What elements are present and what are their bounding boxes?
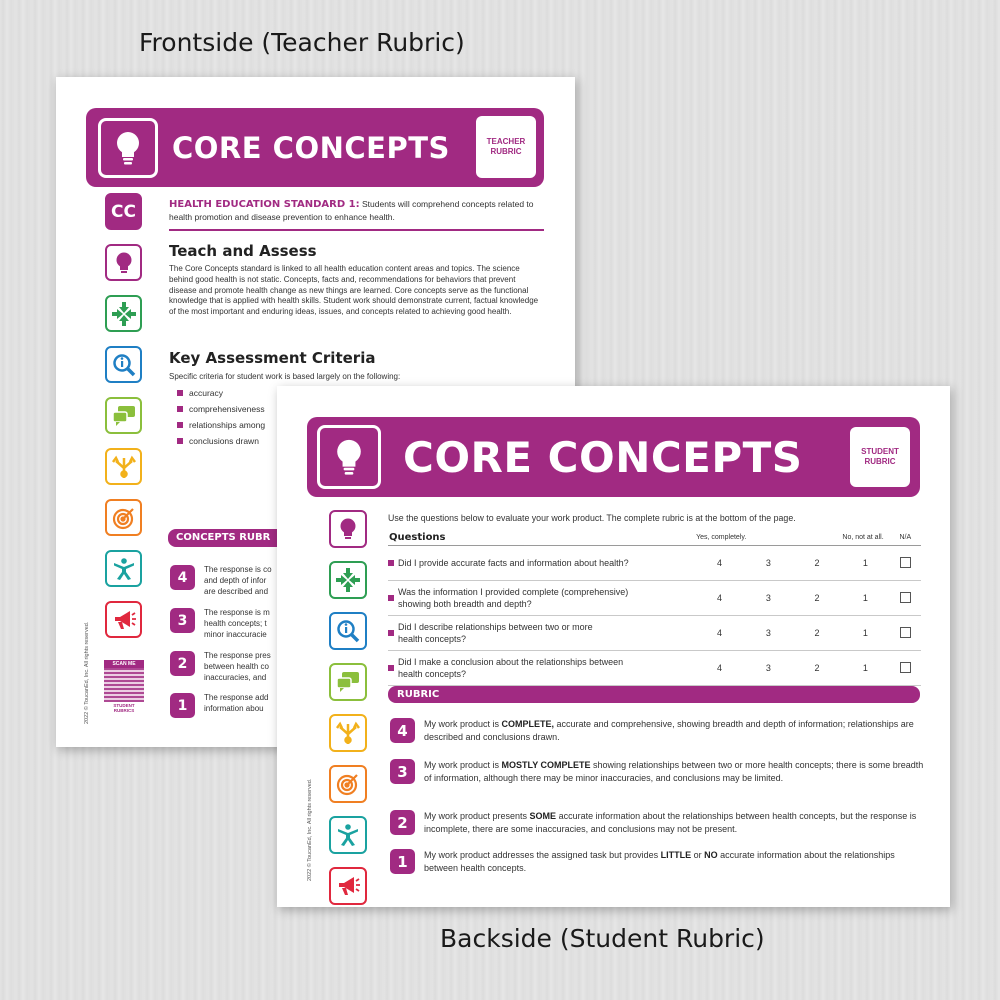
cc-badge: CC xyxy=(105,193,142,230)
back-caption: Backside (Student Rubric) xyxy=(440,924,765,953)
score-option[interactable]: 4 xyxy=(695,546,744,581)
student-rubric-tag: STUDENT RUBRIC xyxy=(850,427,910,487)
question-text: Did I make a conclusion about the relationships between health concepts? xyxy=(388,651,695,686)
target-icon xyxy=(105,499,142,536)
lightbulb-icon xyxy=(317,425,381,489)
lightbulb-icon xyxy=(329,510,367,548)
decision-arrows-icon xyxy=(105,448,142,485)
teacher-rubric-tag: TEACHER RUBRIC xyxy=(476,116,536,178)
rubric-text: The response is m health concepts; t minor inaccuracie xyxy=(204,608,270,639)
list-item: relationships among xyxy=(177,420,265,430)
score-option[interactable]: 3 xyxy=(744,651,793,686)
person-stretch-icon xyxy=(105,550,142,587)
standard-text: Students will comprehend concepts related to health promotion and disease prevention to enhance health. xyxy=(169,199,534,222)
megaphone-icon xyxy=(329,867,367,905)
qr-label: SCAN ME xyxy=(104,660,144,668)
lightbulb-icon xyxy=(98,118,158,178)
chat-bubbles-icon xyxy=(105,397,142,434)
score-option[interactable]: 1 xyxy=(841,581,889,616)
student-rubric-sheet xyxy=(277,386,950,907)
score-badge: 1 xyxy=(390,849,415,874)
arrows-in-icon xyxy=(329,561,367,599)
score-option[interactable]: 3 xyxy=(744,546,793,581)
na-checkbox[interactable] xyxy=(900,627,911,638)
rubric-text: My work product is COMPLETE, accurate and comprehensive, showing breadth and depth of information; relationships are described and conclusions drawn. xyxy=(424,719,914,743)
front-banner xyxy=(86,108,544,187)
front-copyright: 2022 © ToucanEd, Inc. All rights reserved. xyxy=(84,621,90,724)
megaphone-icon xyxy=(105,601,142,638)
chat-bubbles-icon xyxy=(329,663,367,701)
qr-sub-label: STUDENT RUBRICS xyxy=(113,703,135,713)
rubric-text: The response pres between health co inaccuracies, and xyxy=(204,651,271,682)
teach-text: The Core Concepts standard is linked to all health education content areas and topics. The science behind good health is not static. Concepts, facts and, recommendations for behaviors that prevent disease and promote health change as new things are learned. Core concepts serve as the functional knowledge that is applied with health skills. Student work should demonstrate current, factual knowledge of the most important and enduring ideas, issues, and concepts related to achieving good health. xyxy=(169,264,539,317)
score-option[interactable]: 1 xyxy=(841,651,889,686)
back-icon-column xyxy=(329,510,367,905)
score-option[interactable]: 4 xyxy=(695,581,744,616)
teach-heading: Teach and Assess xyxy=(169,242,317,260)
key-text: Specific criteria for student work is based largely on the following: xyxy=(169,372,401,381)
list-item: accuracy xyxy=(177,388,265,398)
rubric-text: My work product presents SOME accurate information about the relationships between health concepts, but the response is incomplete, there are some inaccuracies, and conclusions may not be present. xyxy=(424,811,917,835)
target-icon xyxy=(329,765,367,803)
question-text: Did I describe relationships between two or more health concepts? xyxy=(388,616,695,651)
table-row xyxy=(388,546,921,581)
magnifier-info-icon xyxy=(329,612,367,650)
score-badge: 4 xyxy=(390,718,415,743)
standard-label: HEALTH EDUCATION STANDARD 1: xyxy=(169,199,360,210)
arrows-in-icon xyxy=(105,295,142,332)
rubric-row xyxy=(390,759,924,785)
score-option[interactable]: 3 xyxy=(744,616,793,651)
rubric-heading: RUBRIC xyxy=(388,686,920,703)
lightbulb-icon xyxy=(105,244,142,281)
question-text: Was the information I provided complete (comprehensive) showing both breadth and depth? xyxy=(388,581,695,616)
table-row xyxy=(388,616,921,651)
rubric-text: The response add information abou xyxy=(204,693,269,713)
rubric-row xyxy=(390,718,924,744)
rubric-text: My work product is MOSTLY COMPLETE showing relationships between two or more health concepts; there is some breadth of information, although there may be minor inaccuracies, and conclusions may be limited. xyxy=(424,760,924,784)
score-badge: 3 xyxy=(170,608,195,633)
table-row xyxy=(388,651,921,686)
scale-high-label: Yes, completely. xyxy=(695,531,793,546)
magnifier-info-icon xyxy=(105,346,142,383)
back-title: CORE CONCEPTS xyxy=(403,432,803,482)
intro-text: Use the questions below to evaluate your work product. The complete rubric is at the bottom of the page. xyxy=(388,513,796,523)
rubric-row xyxy=(390,849,924,875)
score-option[interactable]: 2 xyxy=(793,581,841,616)
person-stretch-icon xyxy=(329,816,367,854)
score-option[interactable]: 4 xyxy=(695,616,744,651)
score-badge: 1 xyxy=(170,693,195,718)
front-caption: Frontside (Teacher Rubric) xyxy=(139,28,465,57)
na-checkbox[interactable] xyxy=(900,662,911,673)
rubric-text: The response is co and depth of infor are described and xyxy=(204,565,272,596)
score-option[interactable]: 3 xyxy=(744,581,793,616)
front-icon-column xyxy=(105,193,142,638)
key-heading: Key Assessment Criteria xyxy=(169,349,376,367)
questions-heading: Questions xyxy=(388,531,695,546)
question-text: Did I provide accurate facts and information about health? xyxy=(388,546,695,581)
na-label: N/A xyxy=(890,531,921,546)
score-option[interactable]: 2 xyxy=(793,616,841,651)
score-option[interactable]: 1 xyxy=(841,546,889,581)
score-badge: 2 xyxy=(390,810,415,835)
rubric-row xyxy=(390,810,924,836)
score-option[interactable]: 2 xyxy=(793,651,841,686)
scale-low-label: No, not at all. xyxy=(793,531,890,546)
questions-table xyxy=(388,531,921,686)
score-badge: 3 xyxy=(390,759,415,784)
list-item: comprehensiveness xyxy=(177,404,265,414)
back-copyright: 2022 © ToucanEd, Inc. All rights reserved. xyxy=(307,778,313,881)
qr-code-block[interactable] xyxy=(104,660,144,713)
list-item: conclusions drawn xyxy=(177,436,265,446)
back-banner xyxy=(307,417,920,497)
criteria-list xyxy=(177,388,265,452)
na-checkbox[interactable] xyxy=(900,557,911,568)
score-option[interactable]: 4 xyxy=(695,651,744,686)
table-row xyxy=(388,581,921,616)
na-checkbox[interactable] xyxy=(900,592,911,603)
score-option[interactable]: 2 xyxy=(793,546,841,581)
score-option[interactable]: 1 xyxy=(841,616,889,651)
divider xyxy=(169,229,544,231)
standard-statement xyxy=(169,198,549,223)
score-badge: 2 xyxy=(170,651,195,676)
rubric-text: My work product addresses the assigned task but provides LITTLE or NO accurate information about the relationships between health concepts. xyxy=(424,850,895,874)
decision-arrows-icon xyxy=(329,714,367,752)
front-title: CORE CONCEPTS xyxy=(172,130,450,165)
qr-code[interactable] xyxy=(104,668,144,702)
score-badge: 4 xyxy=(170,565,195,590)
concepts-rubric-heading: CONCEPTS RUBR xyxy=(168,529,368,547)
